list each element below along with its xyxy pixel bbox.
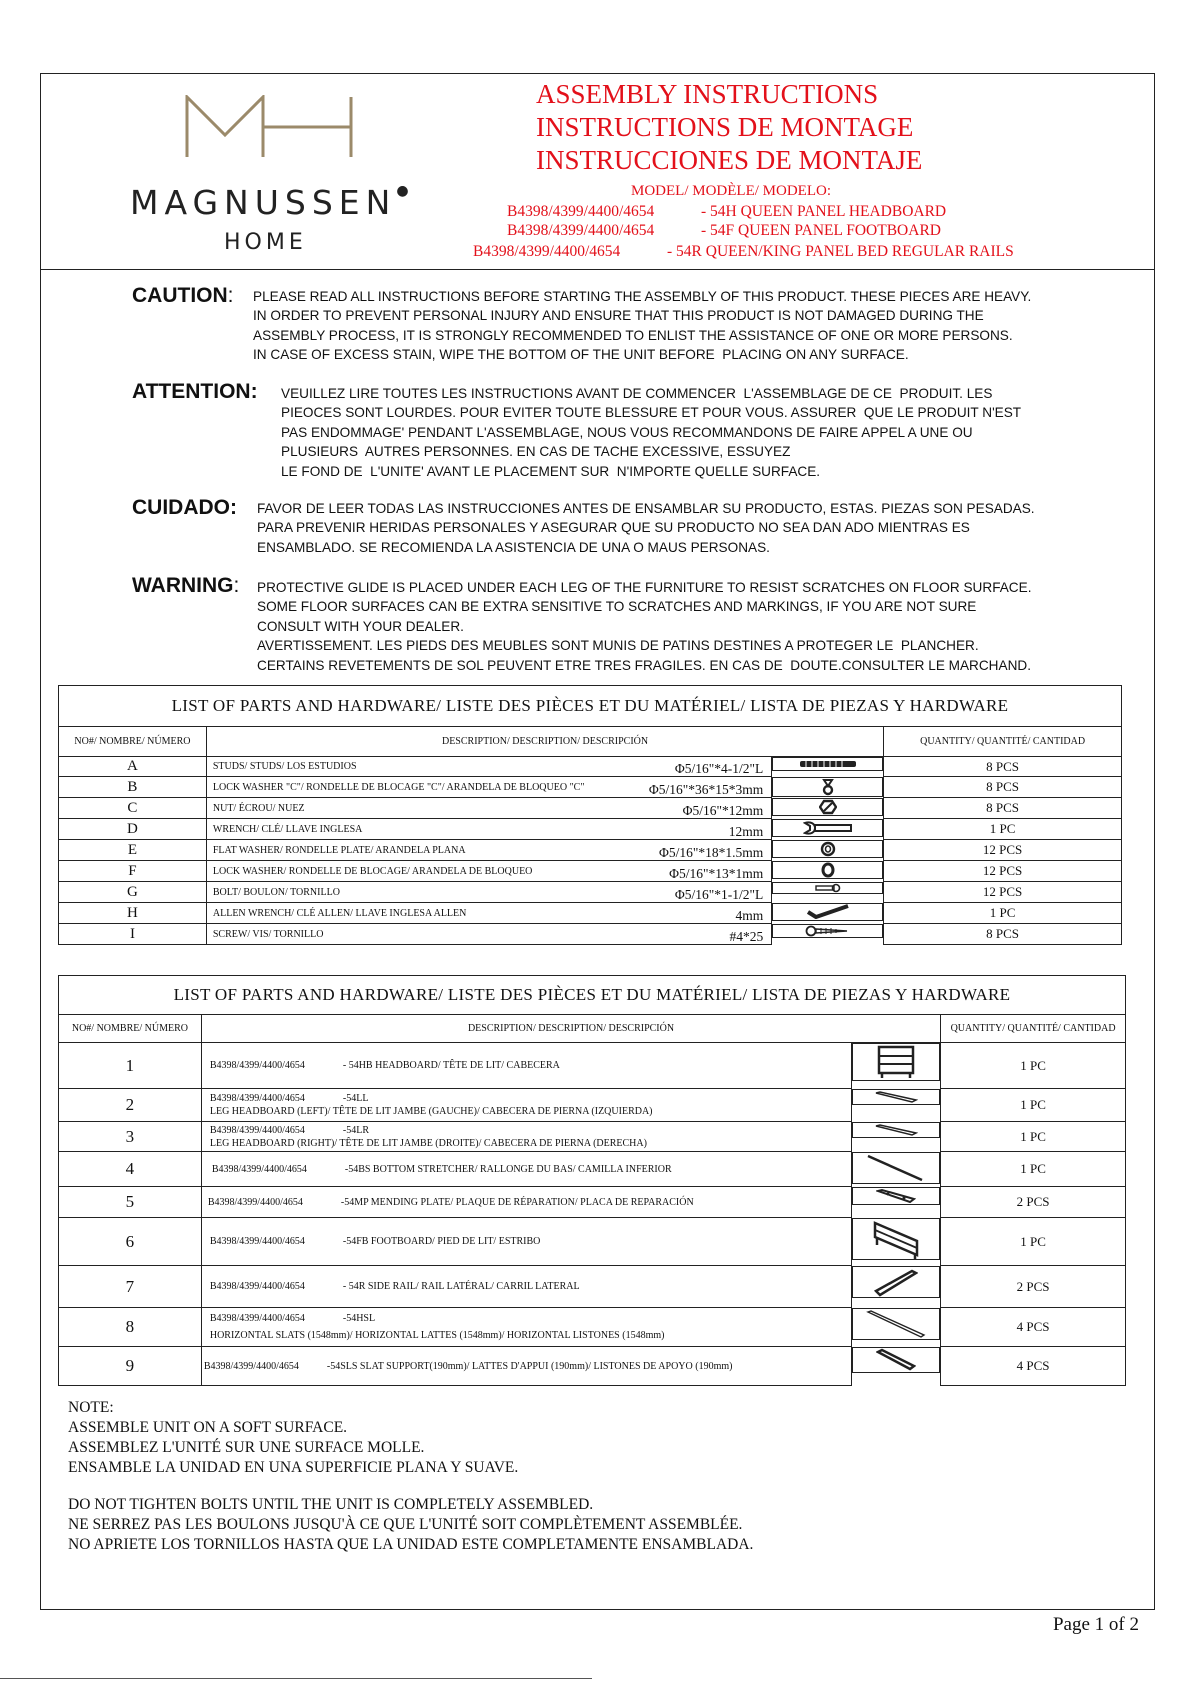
title-fr: INSTRUCTIONS DE MONTAGE	[536, 112, 914, 142]
table-row: 5 B4398/4399/4400/4654 -54MP MENDING PLATE/ PLAQUE DE RÉPARATION/ PLACA DE REPARACIÓN 2 PCS	[59, 1187, 1126, 1218]
parts-table	[58, 975, 1126, 1386]
header-description: DESCRIPTION/ DESCRIPTION/ DESCRIPCIÓN	[206, 727, 883, 757]
header-quantity: QUANTITY/ QUANTITÉ/ CANTIDAD	[941, 1015, 1126, 1043]
table-row: A STUDS/ STUDS/ LOS ESTUDIOS Φ5/16"*4-1/2"L 8 PCS	[59, 757, 1122, 777]
table-row: 3 B4398/4399/4400/4654 -54LR LEG HEADBOARD (RIGHT)/ TÊTE DE LIT JAMBE (DROITE)/ CABECERA DE PIERNA (DERECHA) 1 PC	[59, 1122, 1126, 1152]
header-quantity: QUANTITY/ QUANTITÉ/ CANTIDAD	[884, 727, 1122, 757]
leg-right-icon	[852, 1122, 940, 1138]
table-row: G BOLT/ BOULON/ TORNILLO Φ5/16"*1-1/2"L 12 PCS	[59, 882, 1122, 903]
note-heading: NOTE:	[68, 1399, 114, 1416]
parts-table-caption: LIST OF PARTS AND HARDWARE/ LISTE DES PIÈCES ET DU MATÉRIEL/ LISTA DE PIEZAS Y HARDWARE	[59, 976, 1126, 1015]
model-row: B4398/4399/4400/4654 - 54R QUEEN/KING PANEL BED REGULAR RAILS	[473, 243, 1014, 260]
header-description: DESCRIPTION/ DESCRIPTION/ DESCRIPCIÓN	[201, 1015, 940, 1043]
title-en: ASSEMBLY INSTRUCTIONS	[536, 79, 879, 109]
header-no: NO#/ NOMBRE/ NÚMERO	[59, 727, 207, 757]
table-row: H ALLEN WRENCH/ CLÉ ALLEN/ LLAVE INGLESA ALLEN 4mm 1 PC	[59, 903, 1122, 924]
table-row: 7 B4398/4399/4400/4654 - 54R SIDE RAIL/ RAIL LATÉRAL/ CARRIL LATERAL 2 PCS	[59, 1266, 1126, 1308]
table-row: 2 B4398/4399/4400/4654 -54LL LEG HEADBOARD (LEFT)/ TÊTE DE LIT JAMBE (GAUCHE)/ CABECERA DE PIERNA (IZQUIERDA) 1 PC	[59, 1089, 1126, 1122]
attention-text: VEUILLEZ LIRE TOUTES LES INSTRUCTIONS AVANT DE COMMENCER L'ASSEMBLAGE DE CE PRODUIT. LES PIEOCES SONT LOURDES. POUR EVITER TOUTE BLESSURE ET POUR VOUS. ASSURER QUE LE PRODUIT N'EST PAS ENDOMMAGE' PENDANT L'ASSEMBLAGE, NOUS VOUS RECOMMANDONS DE FAIRE APPEL A UNE OU PLUSIEURS AUTRES PERSONNES. EN CAS DE TACHE EXCESSIVE, ESSUYEZ LE FOND DE L'UNITE' AVANT LE PLACEMENT SUR N'IMPORTE QUELLE SURFACE.	[281, 386, 1022, 479]
page-number: Page 1 of 2	[1052, 1614, 1139, 1635]
table-row: C NUT/ ÉCROU/ NUEZ Φ5/16"*12mm 8 PCS	[59, 798, 1122, 819]
mending-plate-icon	[852, 1187, 940, 1205]
headboard-icon	[852, 1043, 940, 1081]
footer-rule	[0, 1678, 592, 1679]
brand-name: MAGNUSSEN●	[130, 183, 415, 222]
brand-sub: HOME	[224, 230, 307, 255]
lock-washer-icon	[772, 861, 883, 879]
attention-label: ATTENTION:	[132, 380, 258, 403]
note-line: ENSAMBLE LA UNIDAD EN UNA SUPERFICIE PLANA Y SUAVE.	[68, 1459, 519, 1476]
cuidado-text: FAVOR DE LEER TODAS LAS INSTRUCCIONES ANTES DE ENSAMBLAR SU PRODUCTO, ESTAS. PIEZAS SON PESADAS. PARA PREVENIR HERIDAS PERSONALES Y ASEGURAR QUE SU PRODUCTO NO SEA DAN ADO MIENTRAS ES ENSAMBLADO. SE RECOMIENDA LA ASISTENCIA DE UNA O MAUS PERSONAS.	[257, 501, 1035, 555]
table-row: 1 B4398/4399/4400/4654 - 54HB HEADBOARD/ TÊTE DE LIT/ CABECERA 1 PC	[59, 1043, 1126, 1089]
hardware-table	[58, 685, 1122, 945]
warning-label: WARNING:	[132, 574, 240, 597]
note-line: ASSEMBLEZ L'UNITÉ SUR UNE SURFACE MOLLE.	[68, 1439, 425, 1456]
nut-icon	[772, 798, 883, 816]
model-label: MODEL/ MODÈLE/ MODELO:	[631, 183, 831, 199]
mh-logo-icon	[185, 95, 355, 162]
footboard-icon	[852, 1218, 940, 1260]
cuidado-label: CUIDADO:	[132, 496, 237, 519]
table-row: I SCREW/ VIS/ TORNILLO #4*25 8 PCS	[59, 924, 1122, 945]
table-row: D WRENCH/ CLÉ/ LLAVE INGLESA 12mm 1 PC	[59, 819, 1122, 840]
note-line: ASSEMBLE UNIT ON A SOFT SURFACE.	[68, 1419, 348, 1436]
caution-text: PLEASE READ ALL INSTRUCTIONS BEFORE STARTING THE ASSEMBLY OF THIS PRODUCT. THESE PIECES ARE HEAVY. IN ORDER TO PREVENT PERSONAL INJURY AND ENSURE THAT THIS PRODUCT IS NOT DAMAGED DURING THE ASSEMBLY PROCESS, IT IS STRONGLY RECOMMENDED TO ENLIST THE ASSISTANCE OF ONE OR MORE PERSONS. IN CASE OF EXCESS STAIN, WIPE THE BOTTOM OF THE UNIT BEFORE PLACING ON ANY SURFACE.	[253, 289, 1032, 363]
note-line: NO APRIETE LOS TORNILLOS HASTA QUE LA UNIDAD ESTE COMPLETAMENTE ENSAMBLADA.	[68, 1536, 754, 1553]
model-row: B4398/4399/4400/4654 - 54H QUEEN PANEL HEADBOARD	[507, 203, 947, 220]
table-row: 9 B4398/4399/4400/4654 -54SLS SLAT SUPPORT(190mm)/ LATTES D'APPUI (190mm)/ LISTONES DE APOYO (190mm) 4 PCS	[59, 1347, 1126, 1386]
header-divider	[40, 269, 1155, 270]
slat-support-icon	[852, 1347, 940, 1373]
notes	[68, 1398, 518, 1478]
hardware-table-caption: LIST OF PARTS AND HARDWARE/ LISTE DES PIÈCES ET DU MATÉRIEL/ LISTA DE PIEZAS Y HARDWARE	[59, 686, 1122, 727]
table-row: B LOCK WASHER "C"/ RONDELLE DE BLOCAGE "C"/ ARANDELA DE BLOQUEO "C" Φ5/16"*36*15*3mm 8 PCS	[59, 777, 1122, 798]
title-es: INSTRUCCIONES DE MONTAJE	[536, 145, 923, 175]
table-row: 8 B4398/4399/4400/4654 -54HSL HORIZONTAL SLATS (1548mm)/ HORIZONTAL LATTES (1548mm)/ HORIZONTAL LISTONES (1548mm) 4 PCS	[59, 1308, 1126, 1347]
note-line: DO NOT TIGHTEN BOLTS UNTIL THE UNIT IS COMPLETELY ASSEMBLED.	[68, 1496, 594, 1513]
note-line: NE SERREZ PAS LES BOULONS JUSQU'À CE QUE L'UNITÉ SOIT COMPLÈTEMENT ASSEMBLÉE.	[68, 1516, 743, 1533]
c-washer-icon	[772, 777, 883, 797]
table-row: E FLAT WASHER/ RONDELLE PLATE/ ARANDELA PLANA Φ5/16"*18*1.5mm 12 PCS	[59, 840, 1122, 861]
notes-bolts	[68, 1495, 753, 1555]
slat-icon	[852, 1308, 940, 1340]
table-row: 4 B4398/4399/4400/4654 -54BS BOTTOM STRETCHER/ RALLONGE DU BAS/ CAMILLA INFERIOR 1 PC	[59, 1152, 1126, 1187]
screw-icon	[772, 924, 883, 938]
warning-text: PROTECTIVE GLIDE IS PLACED UNDER EACH LEG OF THE FURNITURE TO RESIST SCRATCHES ON FLOOR SURFACE. SOME FLOOR SURFACES CAN BE EXTRA SENSITIVE TO SCRATCHES AND MARKINGS, IF YOU ARE NOT SURE CONSULT WITH YOUR DEALER. AVERTISSEMENT. LES PIEDS DES MEUBLES SONT MUNIS DE PATINS DESTINES A PROTEGER LE PLANCHER. CERTAINS REVETEMENTS DE SOL PEUVENT ETRE TRES FRAGILES. EN CAS DE DOUTE.CONSULTER LE MARCHAND.	[257, 580, 1032, 673]
header-no: NO#/ NOMBRE/ NÚMERO	[59, 1015, 202, 1043]
wrench-icon	[772, 819, 883, 837]
side-rail-icon	[852, 1266, 940, 1298]
stretcher-icon	[852, 1152, 940, 1184]
model-row: B4398/4399/4400/4654 - 54F QUEEN PANEL FOOTBOARD	[507, 222, 941, 239]
table-row: F LOCK WASHER/ RONDELLE DE BLOCAGE/ ARANDELA DE BLOQUEO Φ5/16"*13*1mm 12 PCS	[59, 861, 1122, 882]
leg-left-icon	[852, 1089, 940, 1105]
caution-label: CAUTION:	[132, 284, 234, 307]
bolt-icon	[772, 882, 883, 894]
flat-washer-icon	[772, 840, 883, 858]
table-row: 6 B4398/4399/4400/4654 -54FB FOOTBOARD/ PIED DE LIT/ ESTRIBO 1 PC	[59, 1218, 1126, 1266]
allen-wrench-icon	[772, 903, 883, 921]
stud-icon	[772, 757, 883, 771]
